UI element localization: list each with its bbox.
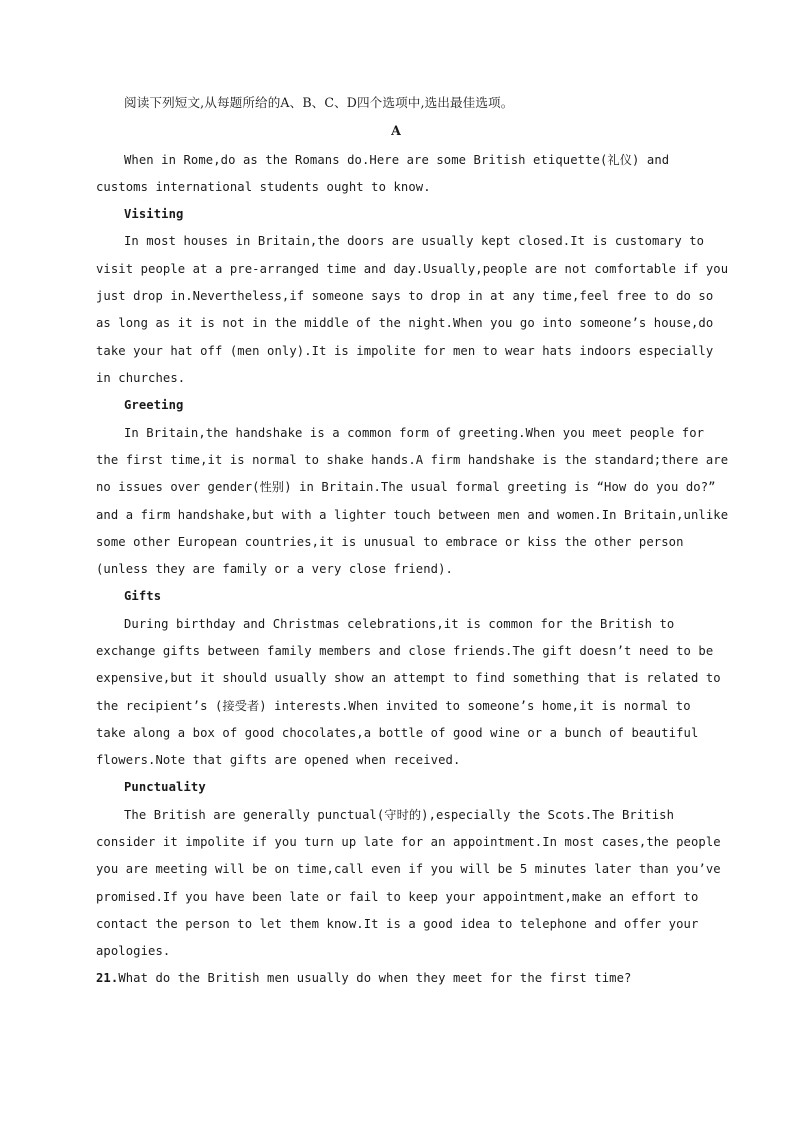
paragraph-line: take along a box of good chocolates,a bottle of good wine or a bunch of beautiful bbox=[96, 726, 699, 740]
paragraph-line: and a firm handshake,but with a lighter touch between men and women.In Britain,unlike bbox=[96, 508, 729, 522]
paragraph-line: (unless they are family or a very close friend). bbox=[96, 562, 453, 576]
section-heading-gifts: Gifts bbox=[124, 589, 162, 603]
paragraph-line: In Britain,the handshake is a common form of greeting.When you meet people for bbox=[124, 426, 705, 440]
paragraph-line: flowers.Note that gifts are opened when received. bbox=[96, 753, 461, 767]
paragraph-line: promised.If you have been late or fail to keep your appointment,make an effort to bbox=[96, 890, 699, 904]
paragraph-line: as long as it is not in the middle of the night.When you go into someone’s house,do bbox=[96, 316, 714, 330]
paragraph-line: exchange gifts between family members and close friends.The gift doesn’t need to be bbox=[96, 644, 714, 658]
paragraph-line: apologies. bbox=[96, 944, 171, 958]
paragraph-line: just drop in.Nevertheless,if someone says to drop in at any time,feel free to do so bbox=[96, 289, 714, 303]
paragraph-line: contact the person to let them know.It is a good idea to telephone and offer your bbox=[96, 917, 699, 931]
paragraph-line: expensive,but it should usually show an attempt to find something that is related to bbox=[96, 671, 721, 685]
paragraph-line: in churches. bbox=[96, 371, 186, 385]
paragraph-line: you are meeting will be on time,call even if you will be 5 minutes later than you’ve bbox=[96, 862, 721, 876]
question-number: 21. bbox=[96, 971, 119, 985]
paragraph-line: During birthday and Christmas celebrations,it is common for the British to bbox=[124, 617, 675, 631]
paragraph-line: consider it impolite if you turn up late for an appointment.In most cases,the people bbox=[96, 835, 721, 849]
paragraph-line: visit people at a pre-arranged time and day.Usually,people are not comfortable if you bbox=[96, 262, 729, 276]
paragraph-line: take your hat off (men only).It is impolite for men to wear hats indoors especially bbox=[96, 344, 714, 358]
paragraph-line: the recipient’s (接受者) interests.When invited to someone’s home,it is normal to bbox=[96, 699, 691, 713]
paragraph-line: no issues over gender(性别) in Britain.The usual formal greeting is “How do you do?” bbox=[96, 480, 716, 494]
intro-line: When in Rome,do as the Romans do.Here are some British etiquette(礼仪) and bbox=[124, 153, 670, 167]
paragraph-line: the first time,it is normal to shake hands.A firm handshake is the standard;there are bbox=[96, 453, 729, 467]
passage-label: A bbox=[391, 123, 401, 138]
section-heading-greeting: Greeting bbox=[124, 398, 184, 412]
question-text: What do the British men usually do when they meet for the first time? bbox=[118, 971, 632, 985]
paragraph-line: The British are generally punctual(守时的),especially the Scots.The British bbox=[124, 808, 675, 822]
question-21 bbox=[96, 969, 632, 987]
section-heading-punctuality: Punctuality bbox=[124, 780, 206, 794]
section-heading-visiting: Visiting bbox=[124, 207, 184, 221]
paragraph-line: some other European countries,it is unusual to embrace or kiss the other person bbox=[96, 535, 684, 549]
paragraph-line: In most houses in Britain,the doors are usually kept closed.It is customary to bbox=[124, 234, 705, 248]
instruction-text: 阅读下列短文,从每题所给的A、B、C、D四个选项中,选出最佳选项。 bbox=[124, 95, 514, 110]
intro-line: customs international students ought to know. bbox=[96, 180, 431, 194]
